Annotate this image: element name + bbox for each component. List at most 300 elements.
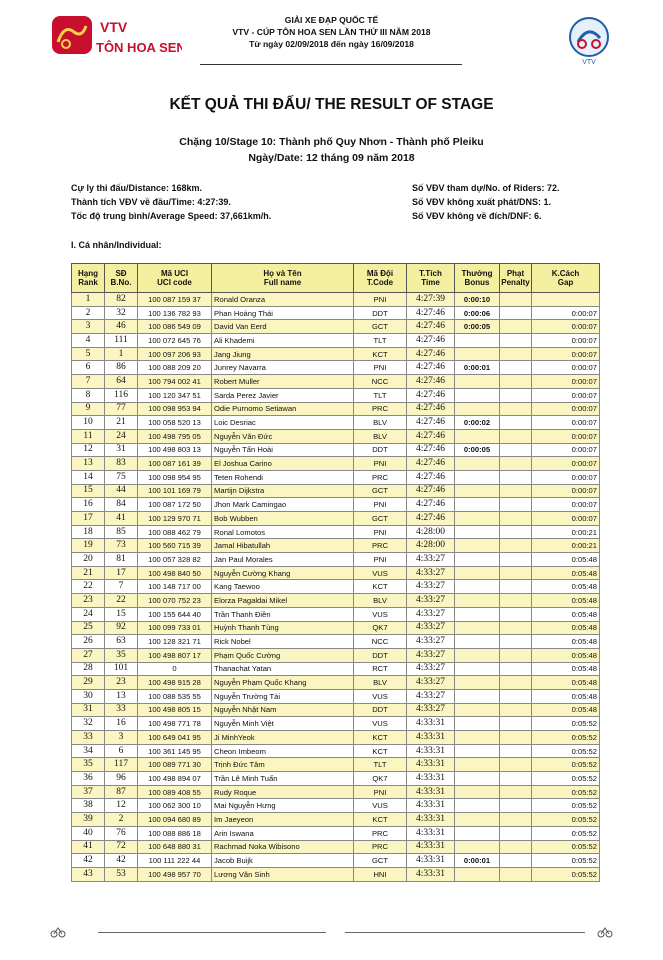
cell-team: QK7: [354, 621, 407, 635]
table-row: [72, 662, 600, 676]
cell-name: Junrey Navarra: [212, 361, 354, 375]
cell-penalty: [500, 566, 532, 580]
cell-uci: 100 094 680 89: [138, 813, 212, 827]
cell-name: Elorza Pagaldai Mikel: [212, 594, 354, 608]
cell-bib: 86: [105, 361, 138, 375]
table-row: [72, 416, 600, 430]
cell-bib: 42: [105, 854, 138, 868]
table-row: [72, 621, 600, 635]
cell-name: Ji MinhYeok: [212, 731, 354, 745]
cell-penalty: [500, 347, 532, 361]
cell-bonus: [455, 648, 500, 662]
cell-time: 4:27:46: [407, 375, 455, 389]
cell-time: 4:27:46: [407, 347, 455, 361]
cell-rank: 42: [72, 854, 105, 868]
cell-bib: 82: [105, 293, 138, 307]
cell-gap: 0:00:07: [532, 320, 600, 334]
cell-name: Im Jaeyeon: [212, 813, 354, 827]
cell-uci: 100 649 041 95: [138, 731, 212, 745]
cell-team: PNI: [354, 293, 407, 307]
cell-gap: 0:00:07: [532, 470, 600, 484]
cell-rank: 22: [72, 580, 105, 594]
cell-penalty: [500, 840, 532, 854]
cell-bib: 15: [105, 607, 138, 621]
table-row: [72, 580, 600, 594]
cell-penalty: [500, 799, 532, 813]
cell-rank: 25: [72, 621, 105, 635]
cell-uci: 0: [138, 662, 212, 676]
cell-penalty: [500, 703, 532, 717]
table-row: [72, 758, 600, 772]
cell-penalty: [500, 443, 532, 457]
info-avg-speed: Tốc độ trung bình/Average Speed: 37,661km/h.: [71, 211, 272, 221]
cell-bonus: 0:00:06: [455, 306, 500, 320]
table-row: [72, 717, 600, 731]
table-row: [72, 402, 600, 416]
cell-uci: 100 498 915 28: [138, 676, 212, 690]
cell-gap: 0:05:52: [532, 785, 600, 799]
col-bib: SĐ B.No.: [105, 264, 138, 293]
cell-bonus: 0:00:02: [455, 416, 500, 430]
cell-gap: 0:05:48: [532, 566, 600, 580]
cell-uci: 100 498 894 07: [138, 772, 212, 786]
table-row: [72, 703, 600, 717]
cell-team: PNI: [354, 553, 407, 567]
cell-gap: 0:05:52: [532, 799, 600, 813]
cell-rank: 5: [72, 347, 105, 361]
info-riders: Số VĐV tham dự/No. of Riders: 72.: [412, 183, 560, 193]
cell-team: PNI: [354, 361, 407, 375]
cell-team: PRC: [354, 826, 407, 840]
cell-team: VUS: [354, 566, 407, 580]
cell-time: 4:33:31: [407, 717, 455, 731]
cell-bib: 44: [105, 484, 138, 498]
cell-time: 4:33:31: [407, 854, 455, 868]
cell-penalty: [500, 553, 532, 567]
col-uci: Mã UCI UCI code: [138, 264, 212, 293]
cell-bib: 64: [105, 375, 138, 389]
cell-bib: 76: [105, 826, 138, 840]
cell-rank: 20: [72, 553, 105, 567]
cell-penalty: [500, 662, 532, 676]
cell-time: 4:27:46: [407, 484, 455, 498]
cell-bib: 81: [105, 553, 138, 567]
cell-time: 4:27:46: [407, 512, 455, 526]
cell-penalty: [500, 648, 532, 662]
results-table: [71, 263, 600, 882]
cell-bib: 24: [105, 429, 138, 443]
cell-team: KCT: [354, 813, 407, 827]
cell-rank: 31: [72, 703, 105, 717]
cell-rank: 32: [72, 717, 105, 731]
cell-bonus: [455, 539, 500, 553]
cell-name: Bob Wubben: [212, 512, 354, 526]
cell-bonus: [455, 813, 500, 827]
cell-penalty: [500, 772, 532, 786]
stage-name: Chặng 10/Stage 10: Thành phố Quy Nhơn - Thành phố Pleiku: [179, 136, 484, 148]
cell-uci: 100 088 886 18: [138, 826, 212, 840]
cell-rank: 2: [72, 306, 105, 320]
cyclist-footer-icon: [50, 924, 66, 938]
cell-name: Trần Thanh Điền: [212, 607, 354, 621]
table-row: [72, 744, 600, 758]
cell-bib: 63: [105, 635, 138, 649]
cell-gap: 0:05:48: [532, 676, 600, 690]
cell-uci: 100 097 206 93: [138, 347, 212, 361]
cell-team: PRC: [354, 470, 407, 484]
cell-rank: 7: [72, 375, 105, 389]
cell-name: Arin Iswana: [212, 826, 354, 840]
cell-gap: 0:00:07: [532, 347, 600, 361]
cell-name: Phạm Quốc Cường: [212, 648, 354, 662]
table-header-row: [72, 264, 600, 293]
cell-gap: 0:05:52: [532, 867, 600, 881]
cell-rank: 30: [72, 689, 105, 703]
cell-uci: 100 498 840 50: [138, 566, 212, 580]
cell-penalty: [500, 484, 532, 498]
cell-penalty: [500, 607, 532, 621]
cell-name: Sarda Perez Javier: [212, 388, 354, 402]
cell-bonus: [455, 607, 500, 621]
cell-uci: 100 361 145 95: [138, 744, 212, 758]
cell-time: 4:27:46: [407, 402, 455, 416]
cell-bonus: [455, 799, 500, 813]
cell-uci: 100 087 161 39: [138, 457, 212, 471]
cell-rank: 12: [72, 443, 105, 457]
cell-team: DDT: [354, 443, 407, 457]
cell-name: Ronal Lomotos: [212, 525, 354, 539]
cell-team: PNI: [354, 457, 407, 471]
cell-bonus: [455, 484, 500, 498]
table-row: [72, 676, 600, 690]
cell-rank: 14: [72, 470, 105, 484]
cell-time: 4:33:31: [407, 758, 455, 772]
cell-bib: 111: [105, 334, 138, 348]
cell-name: Nguyễn Nhật Nam: [212, 703, 354, 717]
cell-name: Nguyễn Cường Khang: [212, 566, 354, 580]
cell-uci: 100 129 970 71: [138, 512, 212, 526]
table-row: [72, 470, 600, 484]
cell-penalty: [500, 854, 532, 868]
cell-rank: 15: [72, 484, 105, 498]
cell-rank: 27: [72, 648, 105, 662]
cell-gap: 0:05:48: [532, 594, 600, 608]
cell-bonus: [455, 388, 500, 402]
cell-bonus: [455, 635, 500, 649]
table-row: [72, 826, 600, 840]
cell-bib: 85: [105, 525, 138, 539]
cell-bib: 21: [105, 416, 138, 430]
cell-bib: 23: [105, 676, 138, 690]
cell-rank: 17: [72, 512, 105, 526]
cell-gap: 0:00:07: [532, 402, 600, 416]
cell-rank: 43: [72, 867, 105, 881]
table-row: [72, 293, 600, 307]
cell-rank: 10: [72, 416, 105, 430]
cell-time: 4:33:31: [407, 731, 455, 745]
cell-team: QK7: [354, 772, 407, 786]
cell-name: Odie Purnomo Setiawan: [212, 402, 354, 416]
cell-name: Jamal Hibatullah: [212, 539, 354, 553]
cell-bonus: [455, 498, 500, 512]
cell-penalty: [500, 826, 532, 840]
cell-gap: 0:05:52: [532, 758, 600, 772]
cell-rank: 24: [72, 607, 105, 621]
cell-bonus: [455, 676, 500, 690]
cell-name: Martijn Dijkstra: [212, 484, 354, 498]
cell-bib: 96: [105, 772, 138, 786]
cell-gap: 0:05:52: [532, 772, 600, 786]
cell-time: 4:33:27: [407, 566, 455, 580]
cell-penalty: [500, 293, 532, 307]
cell-uci: 100 088 209 20: [138, 361, 212, 375]
cell-gap: 0:05:48: [532, 689, 600, 703]
cell-time: 4:33:27: [407, 676, 455, 690]
table-row: [72, 375, 600, 389]
cell-time: 4:33:27: [407, 553, 455, 567]
cell-name: El Joshua Carino: [212, 457, 354, 471]
cell-uci: 100 498 807 17: [138, 648, 212, 662]
cell-name: Ronald Oranza: [212, 293, 354, 307]
cell-bib: 1: [105, 347, 138, 361]
table-row: [72, 566, 600, 580]
cell-bonus: [455, 375, 500, 389]
cell-team: VUS: [354, 717, 407, 731]
cell-rank: 40: [72, 826, 105, 840]
cell-bib: 101: [105, 662, 138, 676]
cell-penalty: [500, 621, 532, 635]
cell-gap: 0:00:07: [532, 512, 600, 526]
table-row: [72, 334, 600, 348]
cell-uci: 100 498 771 78: [138, 717, 212, 731]
cell-rank: 38: [72, 799, 105, 813]
cell-gap: [532, 293, 600, 307]
cyclist-footer-icon-right: [597, 924, 613, 938]
table-row: [72, 635, 600, 649]
cell-penalty: [500, 635, 532, 649]
cell-team: PRC: [354, 539, 407, 553]
cell-bib: 83: [105, 457, 138, 471]
cell-team: BLV: [354, 594, 407, 608]
cell-bib: 77: [105, 402, 138, 416]
cell-team: DDT: [354, 703, 407, 717]
cell-uci: 100 070 752 23: [138, 594, 212, 608]
cell-bib: 12: [105, 799, 138, 813]
cell-uci: 100 101 169 79: [138, 484, 212, 498]
cell-name: David Van Eerd: [212, 320, 354, 334]
cell-penalty: [500, 758, 532, 772]
cell-name: Nguyễn Tấn Hoài: [212, 443, 354, 457]
cell-team: GCT: [354, 854, 407, 868]
cell-rank: 39: [72, 813, 105, 827]
cell-time: 4:27:46: [407, 361, 455, 375]
cell-time: 4:33:31: [407, 772, 455, 786]
cell-gap: 0:00:07: [532, 306, 600, 320]
cell-penalty: [500, 580, 532, 594]
footer-line-right: [345, 932, 585, 933]
cell-rank: 34: [72, 744, 105, 758]
cell-penalty: [500, 731, 532, 745]
table-row: [72, 731, 600, 745]
cell-time: 4:27:46: [407, 416, 455, 430]
table-row: [72, 512, 600, 526]
cell-team: BLV: [354, 416, 407, 430]
cell-rank: 13: [72, 457, 105, 471]
cell-uci: 100 088 462 79: [138, 525, 212, 539]
cell-penalty: [500, 388, 532, 402]
table-row: [72, 785, 600, 799]
table-row: [72, 498, 600, 512]
cell-name: Phan Hoàng Thái: [212, 306, 354, 320]
cell-bonus: [455, 744, 500, 758]
cell-team: BLV: [354, 676, 407, 690]
cell-team: KCT: [354, 744, 407, 758]
cell-penalty: [500, 676, 532, 690]
cell-name: Rick Nobel: [212, 635, 354, 649]
cell-rank: 8: [72, 388, 105, 402]
cell-bonus: [455, 402, 500, 416]
cell-bonus: [455, 703, 500, 717]
col-time: T.Tích Time: [407, 264, 455, 293]
cell-bonus: [455, 662, 500, 676]
cell-uci: 100 794 002 41: [138, 375, 212, 389]
cell-team: VUS: [354, 799, 407, 813]
col-gap: K.Cách Gap: [532, 264, 600, 293]
cell-team: RCT: [354, 662, 407, 676]
cell-bib: 116: [105, 388, 138, 402]
cell-bib: 73: [105, 539, 138, 553]
cell-bonus: [455, 621, 500, 635]
cell-bonus: [455, 580, 500, 594]
cell-gap: 0:00:07: [532, 443, 600, 457]
cell-name: Jan Paul Morales: [212, 553, 354, 567]
cell-bib: 16: [105, 717, 138, 731]
cell-name: Thanachat Yatan: [212, 662, 354, 676]
cell-bonus: [455, 867, 500, 881]
cell-bonus: [455, 758, 500, 772]
cell-uci: 100 088 535 55: [138, 689, 212, 703]
cell-bonus: [455, 457, 500, 471]
cell-penalty: [500, 717, 532, 731]
cell-time: 4:27:46: [407, 457, 455, 471]
cell-uci: 100 057 328 82: [138, 553, 212, 567]
cell-gap: 0:00:07: [532, 334, 600, 348]
cell-rank: 41: [72, 840, 105, 854]
cell-bib: 72: [105, 840, 138, 854]
cell-team: PNI: [354, 525, 407, 539]
table-row: [72, 594, 600, 608]
cell-time: 4:33:31: [407, 840, 455, 854]
cell-name: Kang Taewoo: [212, 580, 354, 594]
cell-gap: 0:05:48: [532, 635, 600, 649]
cell-team: TLT: [354, 758, 407, 772]
cell-gap: 0:00:07: [532, 484, 600, 498]
cell-gap: 0:00:21: [532, 539, 600, 553]
cell-penalty: [500, 525, 532, 539]
cell-name: Robert Muller: [212, 375, 354, 389]
cell-bib: 75: [105, 470, 138, 484]
cell-name: Teten Rohendi: [212, 470, 354, 484]
cell-uci: 100 155 644 40: [138, 607, 212, 621]
cell-name: Nguyễn Văn Đức: [212, 429, 354, 443]
cell-bonus: 0:00:01: [455, 854, 500, 868]
cell-penalty: [500, 689, 532, 703]
table-row: [72, 648, 600, 662]
cell-team: PNI: [354, 498, 407, 512]
cell-bib: 53: [105, 867, 138, 881]
cell-time: 4:27:39: [407, 293, 455, 307]
cell-name: Nguyễn Minh Việt: [212, 717, 354, 731]
cell-rank: 1: [72, 293, 105, 307]
cell-uci: 100 072 645 76: [138, 334, 212, 348]
cell-bib: 33: [105, 703, 138, 717]
table-row: [72, 429, 600, 443]
cell-bib: 32: [105, 306, 138, 320]
cell-uci: 100 498 805 15: [138, 703, 212, 717]
cell-time: 4:33:27: [407, 689, 455, 703]
cell-time: 4:33:27: [407, 703, 455, 717]
cell-penalty: [500, 813, 532, 827]
cell-time: 4:27:46: [407, 306, 455, 320]
cell-rank: 6: [72, 361, 105, 375]
cell-rank: 16: [72, 498, 105, 512]
cell-name: Mai Nguyễn Hưng: [212, 799, 354, 813]
cell-gap: 0:05:52: [532, 826, 600, 840]
cell-rank: 36: [72, 772, 105, 786]
cell-gap: 0:05:52: [532, 731, 600, 745]
cell-time: 4:27:46: [407, 498, 455, 512]
cell-team: PRC: [354, 402, 407, 416]
table-row: [72, 388, 600, 402]
cell-rank: 9: [72, 402, 105, 416]
cell-penalty: [500, 785, 532, 799]
cell-gap: 0:05:48: [532, 607, 600, 621]
cell-uci: 100 087 159 37: [138, 293, 212, 307]
section-title: I. Cá nhân/Individual:: [71, 240, 162, 250]
cell-name: Trần Lê Minh Tuấn: [212, 772, 354, 786]
table-row: [72, 320, 600, 334]
cell-bib: 17: [105, 566, 138, 580]
cell-penalty: [500, 416, 532, 430]
table-row: [72, 867, 600, 881]
cell-gap: 0:00:07: [532, 416, 600, 430]
cell-bib: 31: [105, 443, 138, 457]
cell-uci: 100 148 717 00: [138, 580, 212, 594]
cell-uci: 100 560 715 39: [138, 539, 212, 553]
cell-team: TLT: [354, 388, 407, 402]
cell-time: 4:33:31: [407, 867, 455, 881]
cell-time: 4:33:31: [407, 813, 455, 827]
cell-bonus: [455, 334, 500, 348]
cell-uci: 100 498 795 05: [138, 429, 212, 443]
cell-time: 4:33:27: [407, 607, 455, 621]
cell-rank: 18: [72, 525, 105, 539]
cell-bonus: [455, 429, 500, 443]
cell-team: GCT: [354, 512, 407, 526]
table-row: [72, 607, 600, 621]
cell-rank: 19: [72, 539, 105, 553]
col-team: Mã Đội T.Code: [354, 264, 407, 293]
cell-penalty: [500, 320, 532, 334]
cell-name: Trịnh Đức Tâm: [212, 758, 354, 772]
header-line-3: Từ ngày 02/09/2018 đến ngày 16/09/2018: [249, 39, 414, 49]
cell-name: Jhon Mark Camingao: [212, 498, 354, 512]
cell-bib: 87: [105, 785, 138, 799]
cell-time: 4:27:46: [407, 320, 455, 334]
cell-uci: 100 087 172 50: [138, 498, 212, 512]
cell-time: 4:27:46: [407, 334, 455, 348]
cell-name: Jacob Buijk: [212, 854, 354, 868]
